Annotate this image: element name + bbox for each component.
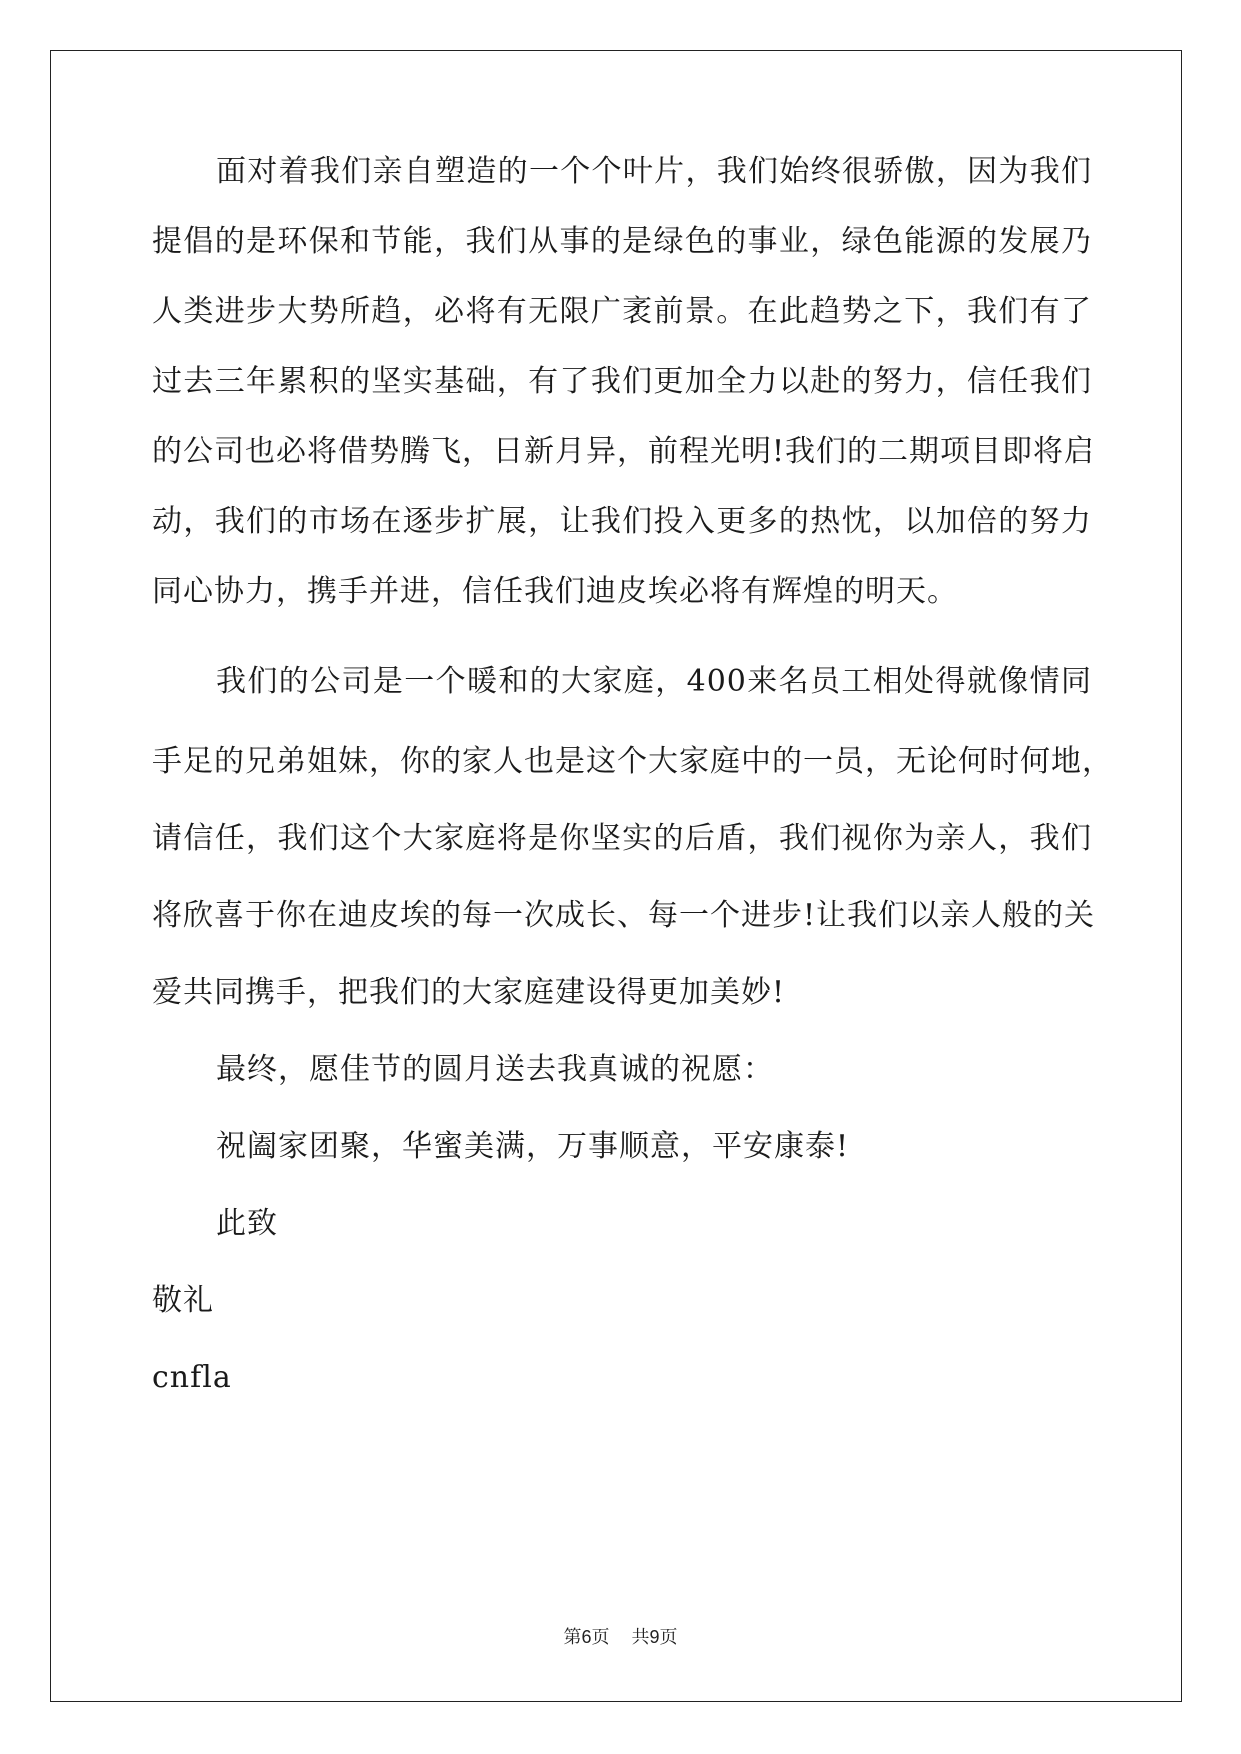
salutation-ci-zhi: 此致 [216,1206,278,1241]
salutation-jing-li: 敬礼 [152,1283,214,1318]
paragraph-1-line-6: 动，我们的市场在逐步扩展，让我们投入更多的热忱，以加倍的努力 [152,504,1092,539]
total-suffix: 页 [659,1627,678,1648]
paragraph-2-line-3: 请信任，我们这个大家庭将是你坚实的后盾，我们视你为亲人，我们 [152,821,1092,856]
closing-wish-intro: 最终，愿佳节的圆月送去我真诚的祝愿： [216,1052,774,1087]
paragraph-1-line-4: 过去三年累积的坚实基础，有了我们更加全力以赴的努力，信任我们 [152,364,1092,399]
paragraph-2-line-5: 爱共同携手，把我们的大家庭建设得更加美妙! [152,975,786,1010]
paragraph-2-line-2: 手足的兄弟姐妹，你的家人也是这个大家庭中的一员，无论何时何地， [152,744,1113,779]
paragraph-1-line-3: 人类进步大势所趋，必将有无限广袤前景。在此趋势之下，我们有了 [152,294,1092,329]
closing-wish: 祝阖家团聚，华蜜美满，万事顺意，平安康泰! [216,1129,850,1164]
page-suffix: 页 [591,1627,610,1648]
paragraph-2-line-1: 我们的公司是一个暖和的大家庭，400来名员工相处得就像情同 [216,664,1092,699]
total-page-number: 9 [649,1627,660,1647]
total-prefix: 共 [631,1627,650,1648]
signature: cnfla [152,1360,232,1395]
paragraph-1-line-7: 同心协力，携手并进，信任我们迪皮埃必将有辉煌的明天。 [152,574,958,609]
paragraph-2-line-4: 将欣喜于你在迪皮埃的每一次成长、每一个进步!让我们以亲人般的关 [152,898,1096,933]
paragraph-1-line-1: 面对着我们亲自塑造的一个个叶片，我们始终很骄傲，因为我们 [216,154,1092,189]
page-number-footer [0,1625,1241,1650]
current-page-number: 6 [581,1627,592,1647]
page-prefix: 第 [563,1627,582,1648]
paragraph-1-line-2: 提倡的是环保和节能，我们从事的是绿色的事业，绿色能源的发展乃 [152,224,1092,259]
paragraph-1-line-5: 的公司也必将借势腾飞，日新月异，前程光明!我们的二期项目即将启 [152,434,1096,469]
